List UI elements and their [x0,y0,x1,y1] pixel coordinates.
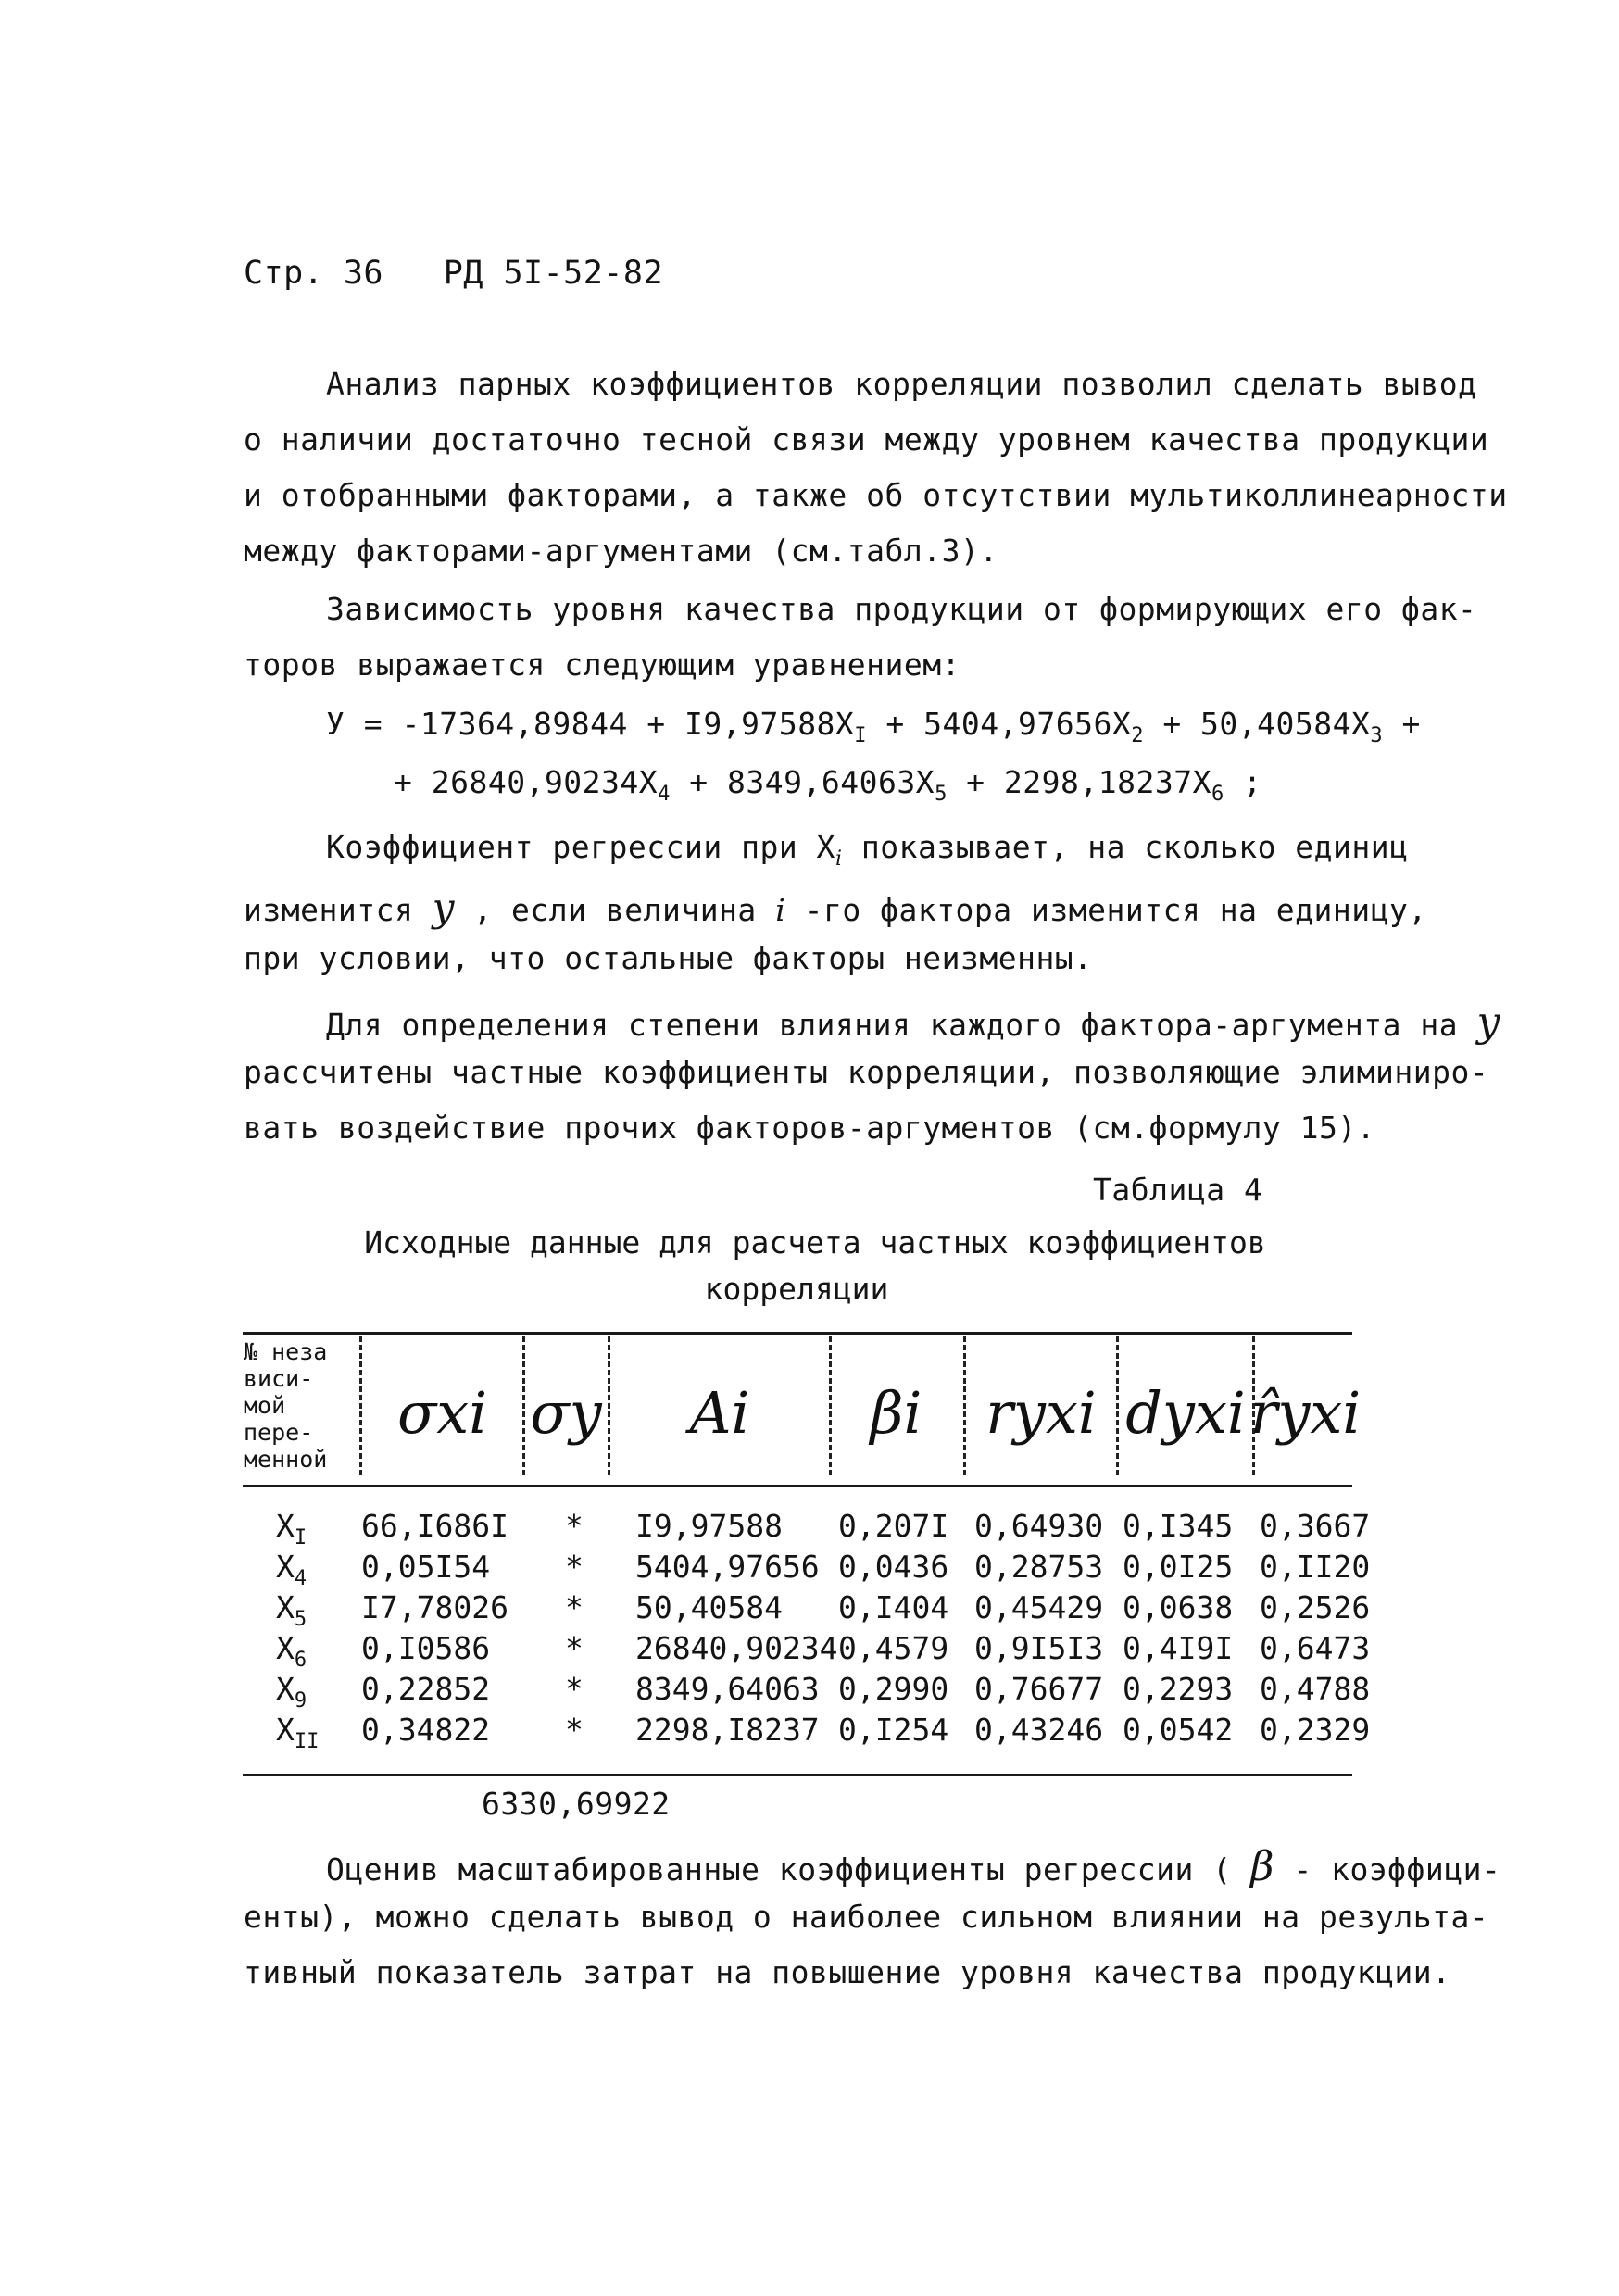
cell-r: 0,76677 [974,1671,1104,1707]
var-letter: X [276,1589,295,1625]
paragraph-2-line-1: Зависимость уровня качества продукции от формирующих его фак- [326,591,1477,627]
paragraph-3-line-1 [326,829,1409,871]
p3-text-d: , если величина [454,892,776,928]
paragraph-1-line-3: и отобранными факторами, а также об отсутствии мультиколлинеарности [244,477,1508,513]
var-index: II [294,1730,320,1753]
paragraph-5-line-2: енты), можно сделать вывод о наиболее сильном влиянии на результа- [244,1899,1489,1935]
row-variable [276,1671,307,1713]
cell-d: 0,0542 [1123,1712,1234,1748]
header-beta: βi [870,1378,922,1447]
cell-r: 0,28753 [974,1549,1104,1585]
cell-beta: 0,0436 [838,1549,949,1585]
p5-text-b: - коэффици- [1274,1851,1501,1888]
column-separator [359,1336,362,1475]
eq-sub-4: 4 [658,783,671,806]
cell-r-hat: 0,4788 [1260,1671,1371,1707]
p3-text-c: изменится [244,892,433,928]
table-footnote-value: 6330,69922 [482,1786,671,1822]
paragraph-3-line-2 [244,885,1427,930]
row-variable [276,1589,307,1631]
p4-text-a: Для определения степени влияния каждого фактора-аргумента на [326,1007,1477,1043]
column-separator [608,1336,610,1475]
cell-d: 0,2293 [1123,1671,1234,1707]
table-top-rule [243,1332,1352,1335]
cell-d: 0,0I25 [1123,1549,1234,1585]
p5-text-a: Оценив масштабированные коэффициенты регрессии ( [326,1851,1251,1888]
paragraph-3-line-3: при условии, что остальные факторы неизменны. [244,940,1093,976]
header-line: № неза [244,1338,328,1365]
eq-term-4: + [1383,706,1421,742]
header-a: Ai [689,1378,750,1447]
var-letter: X [276,1671,295,1707]
paragraph-1-line-2: о наличии достаточно тесной связи между уровнем качества продукции [244,421,1489,458]
p3-text-e: -го фактора изменится на единицу, [785,892,1427,928]
column-separator [829,1336,832,1475]
paragraph-5-line-1 [326,1843,1500,1890]
paragraph-2-line-2: торов выражается следующим уравнением: [244,646,960,683]
p4-symbol-y: y [1476,998,1500,1046]
cell-sigma-x: 0,I0586 [361,1630,491,1666]
paragraph-1-line-1: Анализ парных коэффициентов корреляции позволил сделать вывод [326,366,1477,402]
eq-term-8: ; [1224,764,1262,800]
p3-symbol-y: y [432,885,455,930]
cell-r: 0,45429 [974,1589,1104,1625]
table-header-variable-number [244,1338,327,1473]
var-index: I [294,1526,307,1549]
var-letter: X [276,1508,295,1544]
cell-r: 0,64930 [974,1508,1104,1544]
row-variable [276,1508,307,1549]
var-index: 9 [294,1689,307,1713]
row-variable [276,1712,319,1753]
cell-a: 2298,I8237 [635,1712,820,1748]
paragraph-4-line-3: вать воздействие прочих факторов-аргументов (см.формулу 15). [244,1110,1376,1146]
eq-term-6: + 8349,64063X [670,764,935,800]
cell-beta: 0,I404 [838,1589,949,1625]
eq-sub-1: I [854,724,868,747]
var-index: 4 [294,1567,307,1590]
p3-text-a: Коэффициент регрессии при X [326,829,835,865]
paragraph-5-line-3: тивный показатель затрат на повышение уровня качества продукции. [244,1954,1451,1990]
table-header-rule [243,1485,1352,1487]
var-index: 6 [294,1649,307,1672]
cell-a: I9,97588 [635,1508,783,1544]
p3-symbol-i: i [775,892,786,928]
cell-d: 0,I345 [1123,1508,1234,1544]
cell-sigma-x: 0,05I54 [361,1549,491,1585]
equation-line-2 [394,764,1261,806]
table-caption-line-1: Исходные данные для расчета частных коэффициентов [364,1224,1266,1261]
table-bottom-rule [243,1774,1352,1776]
column-separator [522,1336,525,1475]
cell-sigma-x: 0,34822 [361,1712,491,1748]
table-label: Таблица 4 [1093,1172,1263,1208]
var-index: 5 [294,1608,307,1631]
cell-sigma-y: * [565,1671,584,1707]
cell-r-hat: 0,2526 [1260,1589,1371,1625]
paragraph-4-line-2: рассчитены частные коэффициенты корреляции, позволяющие элиминиро- [244,1054,1489,1090]
document-code: РД 5I-52-82 [443,255,664,292]
cell-sigma-y: * [565,1549,584,1585]
paragraph-1-line-4: между факторами-аргументами (см.табл.3). [244,533,998,569]
eq-term-5: + 26840,90234X [394,764,659,800]
cell-sigma-y: * [565,1589,584,1625]
cell-sigma-x: 66,I686I [361,1508,508,1544]
var-letter: X [276,1549,295,1585]
cell-a: 8349,64063 [635,1671,820,1707]
cell-r-hat: 0,3667 [1260,1508,1371,1544]
header-sigma-y: σy [530,1378,602,1447]
cell-d: 0,4I9I [1123,1630,1234,1666]
cell-beta: 0,I254 [838,1712,949,1748]
cell-sigma-y: * [565,1508,584,1544]
cell-sigma-y: * [565,1630,584,1666]
cell-r-hat: 0,II20 [1260,1549,1371,1585]
header-r-hat: r̂yxi [1249,1378,1362,1447]
header-d: dyxi [1125,1378,1246,1447]
eq-term-7: + 2298,18237X [947,764,1211,800]
eq-term-2: + 5404,97656X [867,706,1132,742]
header-line: менной [244,1446,328,1473]
cell-r-hat: 0,6473 [1260,1630,1371,1666]
eq-term-1: У = -17364,89844 + I9,97588X [326,706,855,742]
p5-symbol-beta: β [1250,1843,1274,1890]
header-line: виси- [244,1365,314,1392]
cell-a: 50,40584 [635,1589,783,1625]
eq-sub-5: 5 [935,783,948,806]
column-separator [963,1336,966,1475]
cell-sigma-y: * [565,1712,584,1748]
cell-r-hat: 0,2329 [1260,1712,1371,1748]
header-line: пере- [244,1419,314,1446]
p3-index-i: i [835,847,843,871]
cell-beta: 0,207I [838,1508,949,1544]
row-variable [276,1549,307,1590]
cell-d: 0,0638 [1123,1589,1234,1625]
header-sigma-x: σxi [396,1378,488,1447]
var-letter: X [276,1712,295,1748]
paragraph-4-line-1 [326,998,1500,1046]
cell-r: 0,43246 [974,1712,1104,1748]
cell-a: 5404,97656 [635,1549,820,1585]
cell-sigma-x: 0,22852 [361,1671,491,1707]
eq-term-3: + 50,40584X [1143,706,1371,742]
eq-sub-3: 3 [1370,724,1384,747]
cell-r: 0,9I5I3 [974,1630,1104,1666]
var-letter: X [276,1630,295,1666]
eq-sub-6: 6 [1211,783,1224,806]
page-header [244,255,663,292]
table-caption-line-2: корреляции [704,1271,889,1307]
p3-text-b: показывает, на сколько единиц [842,829,1409,865]
cell-beta: 0,4579 [838,1630,949,1666]
column-separator [1116,1336,1119,1475]
row-variable [276,1630,307,1672]
cell-a: 26840,90234 [635,1630,838,1666]
eq-sub-2: 2 [1131,724,1144,747]
header-line: мой [244,1392,286,1419]
cell-sigma-x: I7,78026 [361,1589,508,1625]
equation-line-1 [326,706,1421,747]
cell-beta: 0,2990 [838,1671,949,1707]
page-number: Стр. 36 [244,255,384,292]
header-r: ryxi [985,1378,1097,1447]
